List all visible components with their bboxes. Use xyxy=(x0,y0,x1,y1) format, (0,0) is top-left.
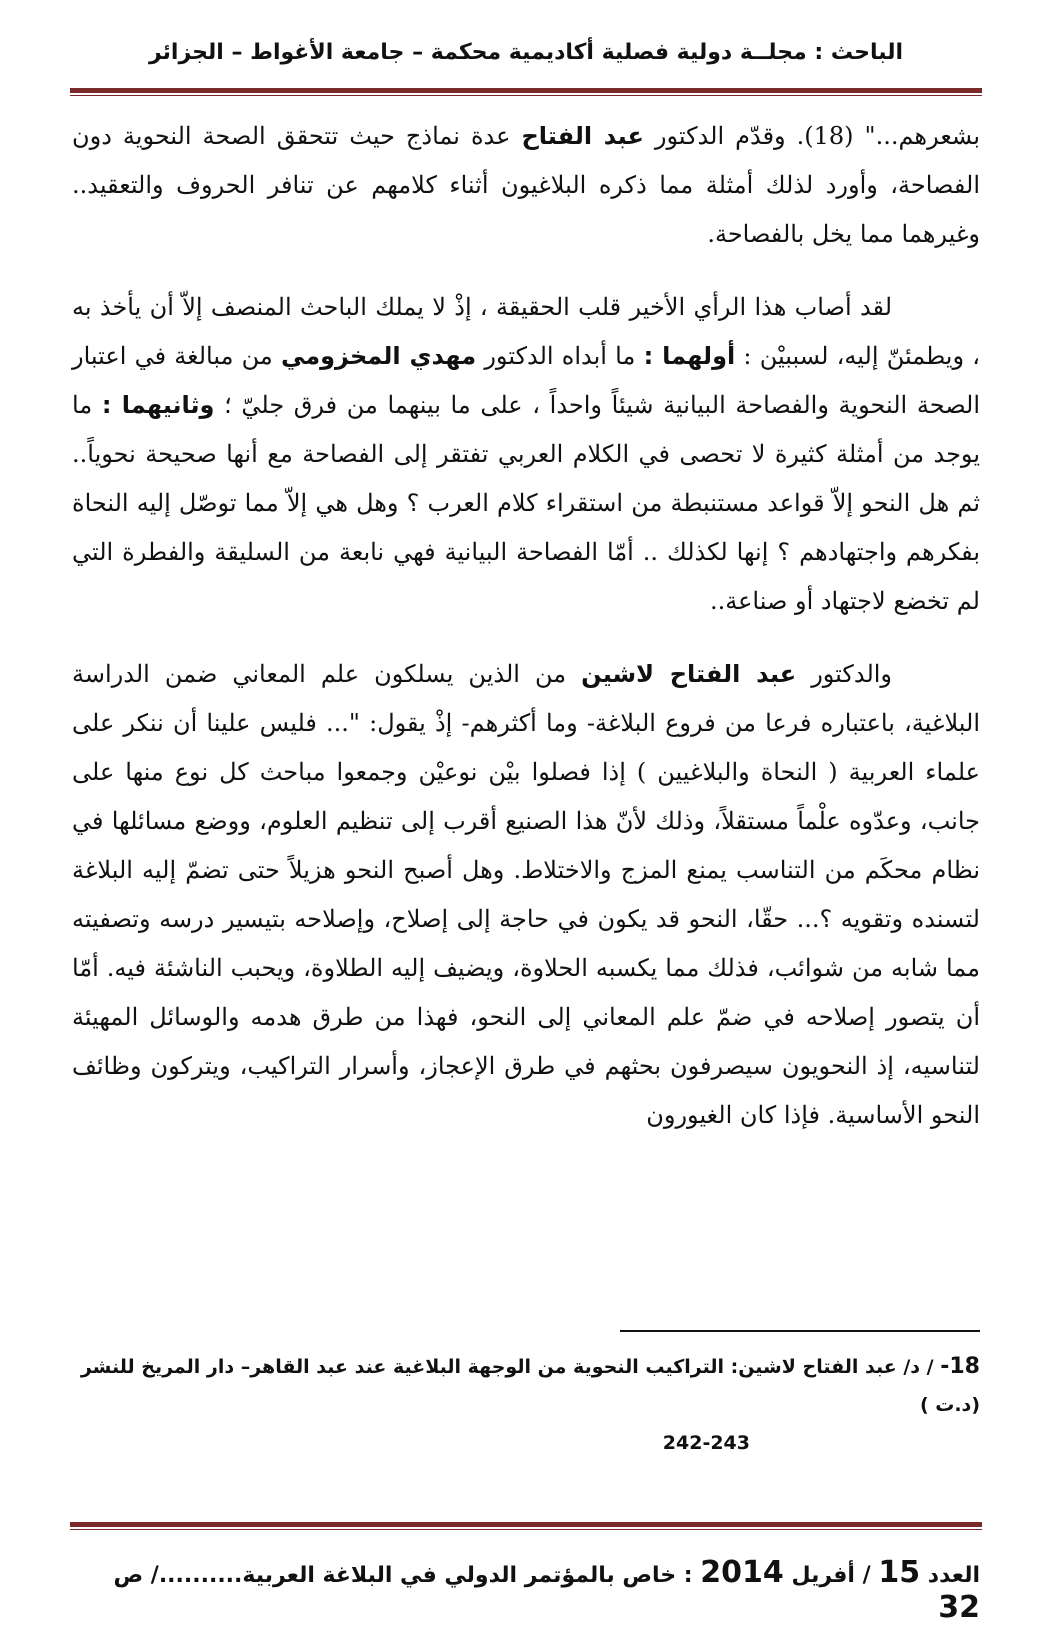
paragraph-1 xyxy=(72,112,980,259)
footnote xyxy=(72,1348,980,1462)
footer-rule xyxy=(70,1522,982,1530)
page-footer xyxy=(72,1555,980,1625)
special-issue-text: : خاص بالمؤتمر الدولي في البلاغة العربية........../ ص xyxy=(113,1563,693,1588)
footer-rule-thick xyxy=(70,1522,982,1527)
header-rule-thick xyxy=(70,88,982,93)
footer-rule-thin xyxy=(70,1529,982,1530)
footnote-pages: 242-243 xyxy=(662,1432,750,1454)
paragraph-2 xyxy=(72,283,980,626)
issue-label: العدد xyxy=(927,1563,980,1588)
p3-text-a: والدكتور xyxy=(796,660,893,688)
issue-month: أفريل xyxy=(791,1563,855,1588)
footnote-separator xyxy=(620,1330,980,1332)
p2-text-a: لقد أصاب هذا الرأي الأخير قلب الحقيقة ، إذْ لا يملك الباحث المنصف إلاّ أن يأخذ به ، ويطمئنّ إليه، لسببيْن : xyxy=(72,293,981,370)
p2-text-b: ما أبداه الدكتور xyxy=(476,342,644,370)
page-number: 32 xyxy=(938,1590,980,1625)
p2-text-d: ما يوجد من أمثلة كثيرة لا تحصى في الكلام العربي تفتقر إلى الفصاحة مع أنها صحيحة نحوياً.. ثم هل النحو إلاّ قواعد مستنبطة من استقراء كلام العرب ؟ وهل هي إلاّ مما توصّل إليه النحاة بفكرهم واجتهادهم ؟ إنها لكذلك .. أمّا الفصاحة البيانية فهي نابعة من السليقة والفطرة التي لم تخضع لاجتهاد أو صناعة.. xyxy=(72,391,981,615)
footer-separator: / xyxy=(862,1563,871,1588)
author-name-lashin: عبد الفتاح لاشين xyxy=(581,660,797,688)
first-reason-label: أولهما : xyxy=(643,342,736,370)
issue-number: 15 xyxy=(878,1555,921,1590)
running-header xyxy=(70,40,982,65)
p3-text-b: من الذين يسلكون علم المعاني ضمن الدراسة البلاغية، باعتباره فرعا من فروع البلاغة- وما أكثرهم- إذْ يقول: "... فليس علينا أن ننكر على علماء العربية ( النحاة والبلاغيين ) إذا فصلوا بيْن نوعيْن وجمعوا مباحث كل نوع منها على جانب، وعدّوه علْماً مستقلاً، وذلك لأنّ هذا الصنيع أقرب إلى تنظيم العلوم، ووضع مسائلها في نظام محكَم من التناسب يمنع المزج والاختلاط. وهل أصبح النحو هزيلاً حتى تضمّ إليه البلاغة لتسنده وتقويه ؟... حقّا، النحو قد يكون في حاجة إلى إصلاح، وإصلاحه بتيسير درسه وتصفيته مما شابه من شوائب، فذلك مما يكسبه الحلاوة، ويضيف إليه الطلاوة، ويحبب الناشئة فيه. أمّا أن يتصور إصلاحه في ضمّ علم المعاني إلى النحو، فهذا من طرق هدمه والوسائل المهيئة لتناسيه، إذ النحويون سيصرفون بحثهم في طرق الإعجاز، وأسرار التراكيب، ويتركون وظائف النحو الأساسية. فإذا كان الغيورون xyxy=(72,660,980,1129)
second-reason-label: وثانيهما : xyxy=(101,391,215,419)
p2-text-c: من مبالغة في اعتبار الصحة النحوية والفصاحة البيانية شيئاً واحداً ، على ما بينهما من فرق جليّ ؛ xyxy=(72,342,980,419)
author-name-abdelfattah: عبد الفتاح xyxy=(521,122,644,150)
footnote-text: / د/ عبد الفتاح لاشين: التراكيب النحوية من الوجهة البلاغية عند عبد القاهر– دار المريخ للنشر (د.ت ) xyxy=(80,1356,980,1416)
p1-text-a: بشعرهم..." (18). وقدّم الدكتور xyxy=(643,122,980,150)
header-rule-thin xyxy=(70,95,982,96)
footnote-number: 18- xyxy=(940,1354,980,1379)
header-rule xyxy=(70,88,982,96)
journal-title: الباحث : مجلــة دولية فصلية أكاديمية محكمة – جامعة الأغواط – الجزائر xyxy=(148,40,904,65)
p1-text-b: عدة نماذج حيث تتحقق الصحة النحوية دون الفصاحة، وأورد لذلك أمثلة مما ذكره البلاغيون أثناء كلامهم عن تنافر الحروف والتعقيد.. وغيرهما مما يخل بالفصاحة. xyxy=(72,122,980,248)
paragraph-3 xyxy=(72,650,980,1140)
article-body xyxy=(72,112,980,1140)
issue-year: 2014 xyxy=(700,1555,784,1590)
author-name-makhzoumi: مهدي المخزومي xyxy=(281,342,477,370)
